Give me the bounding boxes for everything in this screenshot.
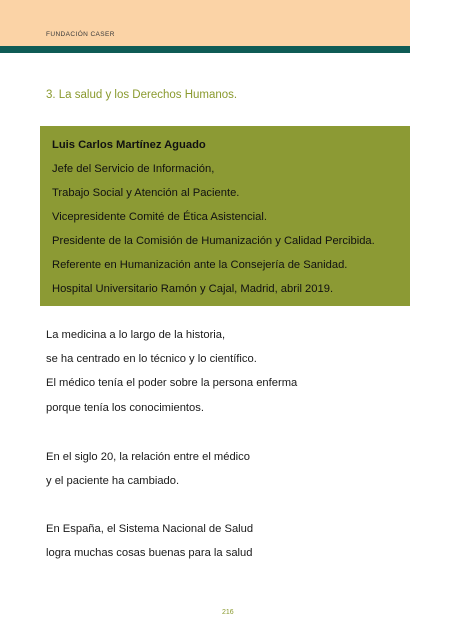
body-text-line: En el siglo 20, la relación entre el médico [46,451,250,463]
author-role-line: Presidente de la Comisión de Humanización y Calidad Percibida. [52,235,375,247]
author-role-line: Vicepresidente Comité de Ética Asistencial. [52,211,267,223]
author-name: Luis Carlos Martínez Aguado [52,139,206,151]
author-role-line: Trabajo Social y Atención al Paciente. [52,187,240,199]
body-text-line: La medicina a lo largo de la historia, [46,329,226,341]
body-text-line: y el paciente ha cambiado. [46,475,180,487]
section-title: 3. La salud y los Derechos Humanos. [46,89,238,101]
author-role-line: Referente en Humanización ante la Consejería de Sanidad. [52,259,348,271]
body-text-line: porque tenía los conocimientos. [46,402,204,414]
author-role-line: Jefe del Servicio de Información, [52,163,215,175]
header-label: FUNDACIÓN CASER [46,31,115,38]
body-text-line: En España, el Sistema Nacional de Salud [46,523,254,535]
author-affiliation-line: Hospital Universitario Ramón y Cajal, Madrid, abril 2019. [52,283,334,295]
body-text-line: logra muchas cosas buenas para la salud [46,547,253,559]
page-number: 216 [222,609,234,616]
body-text-line: se ha centrado en lo técnico y lo científico. [46,353,257,365]
author-info-box [40,126,410,306]
header-rule [0,46,410,53]
body-text-line: El médico tenía el poder sobre la persona enferma [46,377,298,389]
header-band [0,0,410,46]
